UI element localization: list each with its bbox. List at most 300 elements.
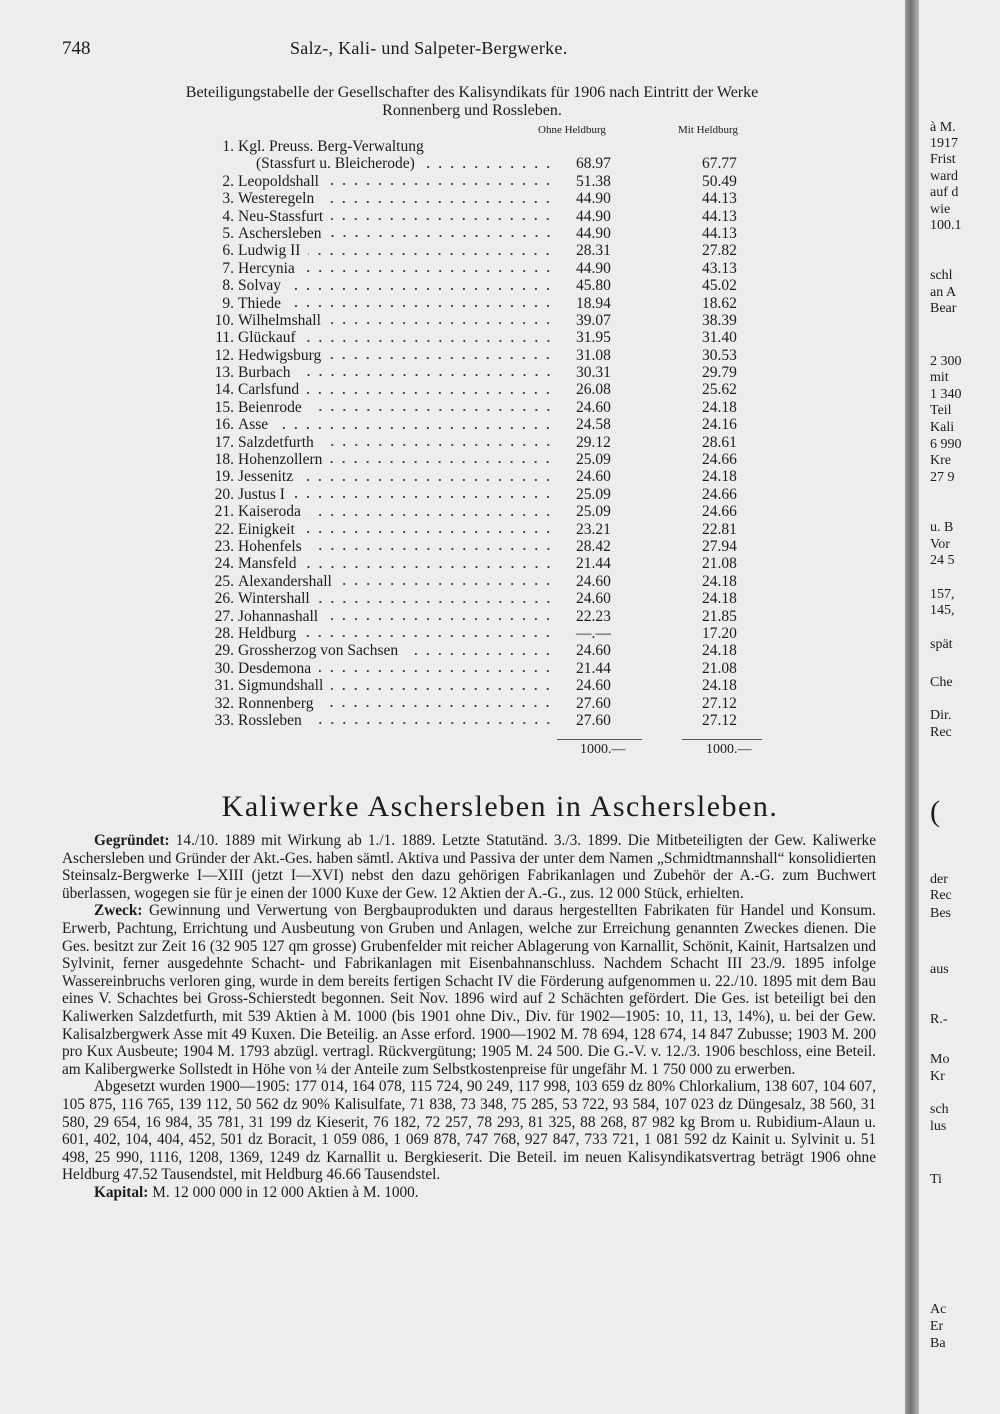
- paragraph-gegruendet: [62, 832, 876, 902]
- value-ohne-heldburg: 18.94: [576, 294, 611, 312]
- table-row: [212, 277, 772, 294]
- table-row: [212, 538, 772, 555]
- label-zweck: Zweck:: [94, 902, 143, 920]
- company-name: Salzdetfurth: [238, 433, 314, 451]
- dot-leader: [289, 304, 554, 308]
- company-name: Desdemona: [238, 659, 312, 677]
- value-ohne-heldburg: 25.09: [576, 503, 611, 521]
- row-number: 24.: [214, 555, 234, 573]
- value-mit-heldburg: 24.18: [702, 572, 737, 590]
- value-mit-heldburg: 27.12: [702, 711, 737, 729]
- value-ohne-heldburg: 26.08: [576, 381, 611, 399]
- paragraph-zweck: [62, 902, 876, 1078]
- company-name: Jessenitz: [238, 468, 294, 486]
- table-row: [212, 399, 772, 416]
- value-mit-heldburg: 44.13: [702, 224, 737, 242]
- facing-page-line: der: [930, 872, 948, 887]
- value-ohne-heldburg: 24.60: [576, 468, 611, 486]
- value-mit-heldburg: 44.13: [702, 190, 737, 208]
- row-label: [212, 486, 558, 503]
- total-ohne: 1000.—: [580, 742, 626, 757]
- row-number: 6.: [222, 242, 234, 260]
- value-ohne-heldburg: 24.60: [576, 642, 611, 660]
- facing-page-line: 157,: [930, 587, 955, 602]
- row-label: [212, 312, 558, 329]
- dot-leader: [326, 617, 554, 621]
- company-name: Neu-Stassfurt: [238, 207, 324, 225]
- dot-leader: [310, 408, 554, 412]
- value-mit-heldburg: 31.40: [702, 329, 737, 347]
- row-number: 3.: [222, 190, 234, 208]
- column-header-ohne-heldburg: Ohne Heldburg: [538, 124, 606, 136]
- company-name: Johannashall: [238, 607, 319, 625]
- table-row: [212, 625, 772, 642]
- article-title: Kaliwerke Aschersleben in Aschersleben.: [221, 790, 779, 823]
- row-number: 18.: [214, 451, 234, 469]
- dot-leader: [310, 721, 554, 725]
- company-name: Einigkeit: [238, 520, 295, 538]
- table-row: [212, 329, 772, 346]
- value-ohne-heldburg: 31.08: [576, 346, 611, 364]
- dot-leader: [319, 669, 554, 673]
- company-name: Westeregeln: [238, 190, 315, 208]
- row-number: 19.: [214, 468, 234, 486]
- value-ohne-heldburg: 25.09: [576, 485, 611, 503]
- dot-leader: [303, 269, 554, 273]
- column-header-mit-heldburg: Mit Heldburg: [678, 124, 738, 136]
- facing-page-line: wie: [930, 202, 951, 217]
- facing-page-line: 145,: [930, 603, 955, 618]
- dot-leader: [330, 234, 555, 238]
- article-body: [62, 832, 876, 1201]
- facing-page-line: Bear: [930, 301, 957, 316]
- company-name: Grossherzog von Sachsen: [238, 642, 399, 660]
- value-mit-heldburg: 24.18: [702, 398, 737, 416]
- dot-leader: [307, 391, 554, 395]
- text: 14./10. 1889 mit Wirkung ab 1./1. 1889. Letzte Statutänd. 3./3. 1899. Die Mitbeteiligten der Gew. Kaliwerke Aschersleben und Gründer der Akt.-Ges. haben sämtl. Aktiva und Passiva der unter dem Namen „Schmidtmannshall“ konsolidierten Steinsalz-Bergwerke I—XIII (jetzt I—XVI) nebst den dazu gehörigen Fabrikanlagen und Zubehör der A.-G. zum Buchwert überlassen, wogegen sie für je einen der 1000 Kuxe der Gew. 12 Aktien der A.-G., zus. 12 000 Stück, erhielten.: [62, 832, 876, 902]
- row-number: 11.: [215, 329, 234, 347]
- value-ohne-heldburg: 30.31: [576, 364, 611, 382]
- value-mit-heldburg: 27.94: [702, 537, 737, 555]
- value-mit-heldburg: 50.49: [702, 172, 737, 190]
- facing-page-line: 6 990: [930, 437, 962, 452]
- row-label: [212, 712, 558, 729]
- value-ohne-heldburg: 44.90: [576, 207, 611, 225]
- value-ohne-heldburg: 45.80: [576, 277, 611, 295]
- table-row: [212, 468, 772, 485]
- company-name: Sigmundshall: [238, 677, 324, 695]
- value-ohne-heldburg: 25.09: [576, 451, 611, 469]
- value-mit-heldburg: 24.66: [702, 451, 737, 469]
- row-label: [212, 660, 558, 677]
- value-mit-heldburg: 24.66: [702, 503, 737, 521]
- table-row: [212, 590, 772, 607]
- company-name: Justus I: [238, 485, 285, 503]
- facing-page-line: Kre: [930, 453, 951, 468]
- sum-rule: [557, 739, 642, 740]
- value-mit-heldburg: 29.79: [702, 364, 737, 382]
- dot-leader: [289, 287, 554, 291]
- row-number: 23.: [214, 537, 234, 555]
- table-row: [212, 503, 772, 520]
- dot-leader: [423, 165, 554, 169]
- row-label: [212, 503, 558, 520]
- value-mit-heldburg: 43.13: [702, 259, 737, 277]
- row-label: [212, 625, 558, 642]
- facing-page-line: Vor: [930, 537, 950, 552]
- dot-leader: [322, 443, 554, 447]
- value-mit-heldburg: 44.13: [702, 207, 737, 225]
- table-row: [212, 190, 772, 207]
- row-label: [212, 329, 558, 346]
- table-row: [212, 642, 772, 659]
- row-label: [212, 173, 558, 190]
- facing-page-line: 1 340: [930, 387, 962, 402]
- row-number: 16.: [214, 416, 234, 434]
- table-row: [212, 225, 772, 242]
- dot-leader: [310, 547, 554, 551]
- company-name: Asse: [238, 416, 269, 434]
- table-row: [212, 573, 772, 590]
- row-label: [212, 138, 558, 155]
- value-ohne-heldburg: 44.90: [576, 259, 611, 277]
- value-mit-heldburg: 67.77: [702, 155, 737, 173]
- value-mit-heldburg: 24.18: [702, 642, 737, 660]
- dot-leader: [331, 687, 554, 691]
- company-name: Carlsfund: [238, 381, 300, 399]
- value-mit-heldburg: 24.18: [702, 468, 737, 486]
- caption-line: Ronnenberg und Rossleben.: [382, 102, 562, 119]
- table-row: [212, 155, 772, 172]
- row-number: 27.: [214, 607, 234, 625]
- value-mit-heldburg: 24.66: [702, 485, 737, 503]
- company-name: Leopoldshall: [238, 172, 319, 190]
- value-ohne-heldburg: 27.60: [576, 694, 611, 712]
- company-name: Hercynia: [238, 259, 295, 277]
- table-row: [212, 260, 772, 277]
- table-row: [212, 295, 772, 312]
- value-mit-heldburg: 17.20: [702, 624, 737, 642]
- row-number: 25.: [214, 572, 234, 590]
- row-number: 29.: [214, 642, 234, 660]
- value-ohne-heldburg: 39.07: [576, 311, 611, 329]
- value-ohne-heldburg: 24.60: [576, 398, 611, 416]
- facing-page-fragment: [930, 0, 1000, 1414]
- table-row: [212, 555, 772, 572]
- facing-page-line: u. B: [930, 520, 954, 535]
- company-name: Burbach: [238, 364, 291, 382]
- row-label: [212, 155, 558, 172]
- table-row: [212, 695, 772, 712]
- dot-leader: [329, 321, 554, 325]
- row-number: 9.: [222, 294, 234, 312]
- table-header: [212, 124, 772, 138]
- table-row: [212, 608, 772, 625]
- facing-page-line: Che: [930, 675, 953, 690]
- row-label: [212, 642, 558, 659]
- value-mit-heldburg: 45.02: [702, 277, 737, 295]
- row-label: [212, 677, 558, 694]
- company-name: Mansfeld: [238, 555, 297, 573]
- table-row: [212, 521, 772, 538]
- facing-page-line: lus: [930, 1119, 947, 1134]
- dot-leader: [293, 495, 554, 499]
- row-number: 33.: [214, 711, 234, 729]
- row-label: [212, 573, 558, 590]
- value-mit-heldburg: 24.16: [702, 416, 737, 434]
- company-name: Hohenzollern: [238, 451, 323, 469]
- table-row: [212, 451, 772, 468]
- dot-leader: [276, 426, 554, 430]
- facing-page-line: Er: [930, 1319, 944, 1334]
- total-mit: 1000.—: [706, 742, 752, 757]
- label-kapital: Kapital:: [94, 1183, 149, 1201]
- facing-page-line: Bes: [930, 906, 951, 921]
- row-number: 21.: [214, 503, 234, 521]
- table-row: [212, 486, 772, 503]
- row-label: [212, 225, 558, 242]
- row-number: 22.: [214, 520, 234, 538]
- label-gegruendet: Gegründet:: [94, 832, 170, 849]
- dot-leader: [309, 513, 554, 517]
- facing-page-line: Ti: [930, 1172, 942, 1187]
- facing-page-line: aus: [930, 962, 949, 977]
- facing-page-line: Frist: [930, 152, 956, 167]
- dot-leader: [329, 356, 554, 360]
- table-row: [212, 416, 772, 433]
- company-name: Thiede: [238, 294, 282, 312]
- facing-page-line: 2 300: [930, 354, 962, 369]
- value-mit-heldburg: 24.18: [702, 590, 737, 608]
- facing-page-line: 27 9: [930, 470, 955, 485]
- company-name: Kgl. Preuss. Berg-Verwaltung: [238, 138, 424, 155]
- row-label: [212, 208, 558, 225]
- company-name: Wintershall: [238, 590, 310, 608]
- table-row: [212, 208, 772, 225]
- facing-page-line: spät: [930, 637, 953, 652]
- row-label: [212, 260, 558, 277]
- value-mit-heldburg: 21.08: [702, 555, 737, 573]
- row-label: [212, 608, 558, 625]
- table-row: [212, 347, 772, 364]
- book-spine-gutter: [905, 0, 919, 1414]
- dot-leader: [308, 252, 554, 256]
- value-mit-heldburg: 30.53: [702, 346, 737, 364]
- dot-leader: [327, 182, 554, 186]
- value-ohne-heldburg: 24.60: [576, 572, 611, 590]
- facing-page-line: 1917: [930, 136, 958, 151]
- value-mit-heldburg: 27.82: [702, 242, 737, 260]
- row-label: [212, 451, 558, 468]
- value-mit-heldburg: 27.12: [702, 694, 737, 712]
- value-ohne-heldburg: 24.60: [576, 590, 611, 608]
- company-name: Hohenfels: [238, 537, 302, 555]
- facing-page-line: 100.1: [930, 218, 962, 233]
- company-name: Glückauf: [238, 329, 296, 347]
- text: M. 12 000 000 in 12 000 Aktien à M. 1000.: [148, 1183, 419, 1201]
- table-caption: [62, 84, 882, 120]
- row-label: [212, 399, 558, 416]
- table-row: [212, 312, 772, 329]
- dot-leader: [305, 565, 554, 569]
- value-ohne-heldburg: 68.97: [576, 155, 611, 173]
- table-totals: [212, 742, 772, 760]
- facing-page-line: Kali: [930, 420, 955, 435]
- dot-leader: [301, 478, 554, 482]
- facing-page-line: Dir.: [930, 708, 952, 723]
- text: Gewinnung und Verwertung von Bergbauprodukten und daraus hergestellten Fabrikaten für Handel und Konsum. Erwerb, Pachtung, Errichtung und Ausbeutung von Gruben und Anlagen, welche zur Erreichung genannten Zweckes dienen. Die Ges. besitzt zur Zeit 16 (32 905 127 qm grosse) Grubenfelder mit reicher Ablagerung von Karnallit, Schönit, Kainit, Hartsalzen und Sylvinit, ferner ausgedehnte Schacht- und Fabrikanlagen mit Eisenbahnanschluss. Nachdem Schacht III 23./9. 1895 infolge Wassereinbruchs verloren ging, wurde in dem bereits fertigen Schacht IV die Förderung aufgenommen u. 22./10. 1895 mit dem Bau eines V. Schachtes bei Gross-Schierstedt begonnen. Seit Nov. 1896 wird auf 2 Schächten gefördert. Die Ges. ist beteiligt bei den Kaliwerken Salzdetfurth, mit 539 Aktien à M. 1000 (bis 1901 ohne Div., Div. für 1902—1905: 10, 11, 13, 14%), u. bei der Gew. Kalisalzbergwerk Asse mit 49 Kuxen. Die Beteilig. an Asse erford. 1900—1902 M. 78 694, 128 674, 14 847 Zubusse; 1903 M. 200 pro Kux Ausbeute; 1904 M. 1793 abzügl. vertragl. Rückvergütung; 1905 M. 24 500. Die G.-V. v. 12./3. 1906 beschloss, eine Beteil. am Kalibergwerke Sollstedt in Höhe von ¼ der Anteile zum Selbstkostenpreise für ungefähr M. 1 750 000 zu erwerben.: [62, 902, 876, 1078]
- row-number: 13.: [214, 364, 234, 382]
- value-mit-heldburg: 21.85: [702, 607, 737, 625]
- value-ohne-heldburg: 28.42: [576, 537, 611, 555]
- dot-leader: [303, 530, 554, 534]
- row-label: [212, 190, 558, 207]
- value-ohne-heldburg: 31.95: [576, 329, 611, 347]
- row-label: [212, 416, 558, 433]
- row-number: 31.: [214, 677, 234, 695]
- row-label: [212, 242, 558, 259]
- sum-rule: [682, 739, 762, 740]
- dot-leader: [321, 704, 554, 708]
- row-number: 5.: [222, 224, 234, 242]
- row-number: 17.: [214, 433, 234, 451]
- facing-page-line: auf d: [930, 185, 959, 200]
- facing-page-line: Teil: [930, 403, 952, 418]
- table-row: [212, 660, 772, 677]
- row-label: [212, 364, 558, 381]
- participation-table: [212, 124, 772, 729]
- value-mit-heldburg: 24.18: [702, 677, 737, 695]
- paragraph-kapital: [62, 1184, 876, 1202]
- row-number: 20.: [214, 485, 234, 503]
- value-ohne-heldburg: 21.44: [576, 659, 611, 677]
- company-name: Ronnenberg: [238, 694, 314, 712]
- table-row: [212, 242, 772, 259]
- dot-leader: [304, 634, 554, 638]
- company-name: Ludwig II: [238, 242, 301, 260]
- row-number: 32.: [214, 694, 234, 712]
- value-ohne-heldburg: 44.90: [576, 190, 611, 208]
- facing-page-line: ward: [930, 169, 958, 184]
- value-ohne-heldburg: 24.60: [576, 677, 611, 695]
- facing-page-line: Rec: [930, 725, 952, 740]
- table-row: [212, 381, 772, 398]
- facing-page-line: an A: [930, 285, 957, 300]
- company-name: Solvay: [238, 277, 282, 295]
- company-name: Aschersleben: [238, 224, 322, 242]
- table-row: [212, 364, 772, 381]
- row-number: 15.: [214, 398, 234, 416]
- paragraph-absatz: [62, 1078, 876, 1184]
- facing-page-line: Ba: [930, 1336, 946, 1351]
- row-label: [212, 590, 558, 607]
- dot-leader: [330, 460, 554, 464]
- company-name: Beienrode: [238, 398, 302, 416]
- caption-line: Beteiligungstabelle der Gesellschafter des Kalisyndikats für 1906 nach Eintritt der Werke: [185, 84, 759, 101]
- row-label: [212, 434, 558, 451]
- company-name: Rossleben: [238, 711, 302, 729]
- row-label: [212, 277, 558, 294]
- row-number: 28.: [214, 624, 234, 642]
- row-number: 14.: [214, 381, 234, 399]
- table-row: [212, 677, 772, 694]
- page-number: 748: [62, 38, 91, 59]
- value-ohne-heldburg: —.—: [576, 624, 611, 642]
- value-mit-heldburg: 18.62: [702, 294, 737, 312]
- row-number: 8.: [222, 277, 234, 295]
- facing-page-line: mit: [930, 370, 949, 385]
- dot-leader: [318, 600, 554, 604]
- running-title: Salz-, Kali- und Salpeter-Bergwerke.: [290, 38, 568, 58]
- company-name: (Stassfurt u. Bleicherode): [256, 155, 415, 173]
- facing-page-line: sch: [930, 1102, 949, 1117]
- dot-leader: [406, 652, 554, 656]
- row-label: [212, 555, 558, 572]
- row-number: 4.: [222, 207, 234, 225]
- dot-leader: [331, 217, 554, 221]
- company-name: Kaiseroda: [238, 503, 301, 521]
- value-mit-heldburg: 28.61: [702, 433, 737, 451]
- row-number: 2.: [222, 172, 234, 190]
- company-name: Heldburg: [238, 624, 297, 642]
- value-ohne-heldburg: 27.60: [576, 711, 611, 729]
- facing-page-line: 24 5: [930, 553, 955, 568]
- value-ohne-heldburg: 29.12: [576, 433, 611, 451]
- row-label: [212, 347, 558, 364]
- facing-page-line: schl: [930, 268, 953, 283]
- facing-page-line: Rec: [930, 888, 952, 903]
- company-name: Wilhelmshall: [238, 311, 321, 329]
- row-number: 26.: [214, 590, 234, 608]
- dot-leader: [322, 200, 554, 204]
- value-ohne-heldburg: 21.44: [576, 555, 611, 573]
- value-ohne-heldburg: 28.31: [576, 242, 611, 260]
- value-ohne-heldburg: 24.58: [576, 416, 611, 434]
- row-number: 7.: [222, 259, 234, 277]
- dot-leader: [304, 339, 554, 343]
- row-number: 1.: [222, 138, 234, 155]
- value-ohne-heldburg: 44.90: [576, 224, 611, 242]
- table-row: [212, 138, 772, 155]
- row-label: [212, 468, 558, 485]
- facing-page-line: Ac: [930, 1302, 947, 1317]
- table-row: [212, 434, 772, 451]
- value-mit-heldburg: 38.39: [702, 311, 737, 329]
- row-label: [212, 521, 558, 538]
- facing-page-line: Kr: [930, 1069, 945, 1084]
- row-number: 10.: [214, 311, 234, 329]
- value-ohne-heldburg: 22.23: [576, 607, 611, 625]
- row-label: [212, 295, 558, 312]
- dot-leader: [340, 582, 554, 586]
- text: Abgesetzt wurden 1900—1905: 177 014, 164 078, 115 724, 90 249, 117 998, 103 659 dz 80% Chlorkalium, 138 607, 104 607, 105 875, 116 765, 139 112, 50 562 dz 90% Kalisulfate, 71 838, 73 348, 75 285, 53 722, 93 584, 107 023 dz Düngesalz, 38 560, 31 580, 29 654, 16 984, 35 781, 31 199 dz Kieserit, 76 182, 72 257, 78 293, 81 325, 88 268, 87 982 kg Brom u. Rubidium-Alaun u. 601, 402, 104, 404, 452, 501 dz Boracit, 1 059 086, 1 069 878, 747 768, 927 847, 733 721, 1 081 592 dz Kainit u. Sylvinit u. 51 498, 25 990, 1116, 1208, 1369, 1249 dz Karnallit u. Bergkieserit. Die Beteil. im neuen Kalisyndikatsvertrag beträgt 1906 ohne Heldburg 47.52 Tausendstel, mit Heldburg 46.66 Tausendstel.: [62, 1078, 876, 1184]
- row-label: [212, 695, 558, 712]
- dot-leader: [299, 373, 554, 377]
- facing-page-line: Mo: [930, 1052, 950, 1067]
- value-ohne-heldburg: 51.38: [576, 172, 611, 190]
- value-mit-heldburg: 22.81: [702, 520, 737, 538]
- facing-page-line: (: [930, 795, 940, 828]
- row-number: 12.: [214, 346, 234, 364]
- company-name: Alexandershall: [238, 572, 332, 590]
- value-mit-heldburg: 21.08: [702, 659, 737, 677]
- value-mit-heldburg: 25.62: [702, 381, 737, 399]
- table-row: [212, 173, 772, 190]
- facing-page-line: à M.: [930, 120, 956, 135]
- row-number: 30.: [214, 659, 234, 677]
- row-label: [212, 381, 558, 398]
- facing-page-line: R.-: [930, 1012, 948, 1027]
